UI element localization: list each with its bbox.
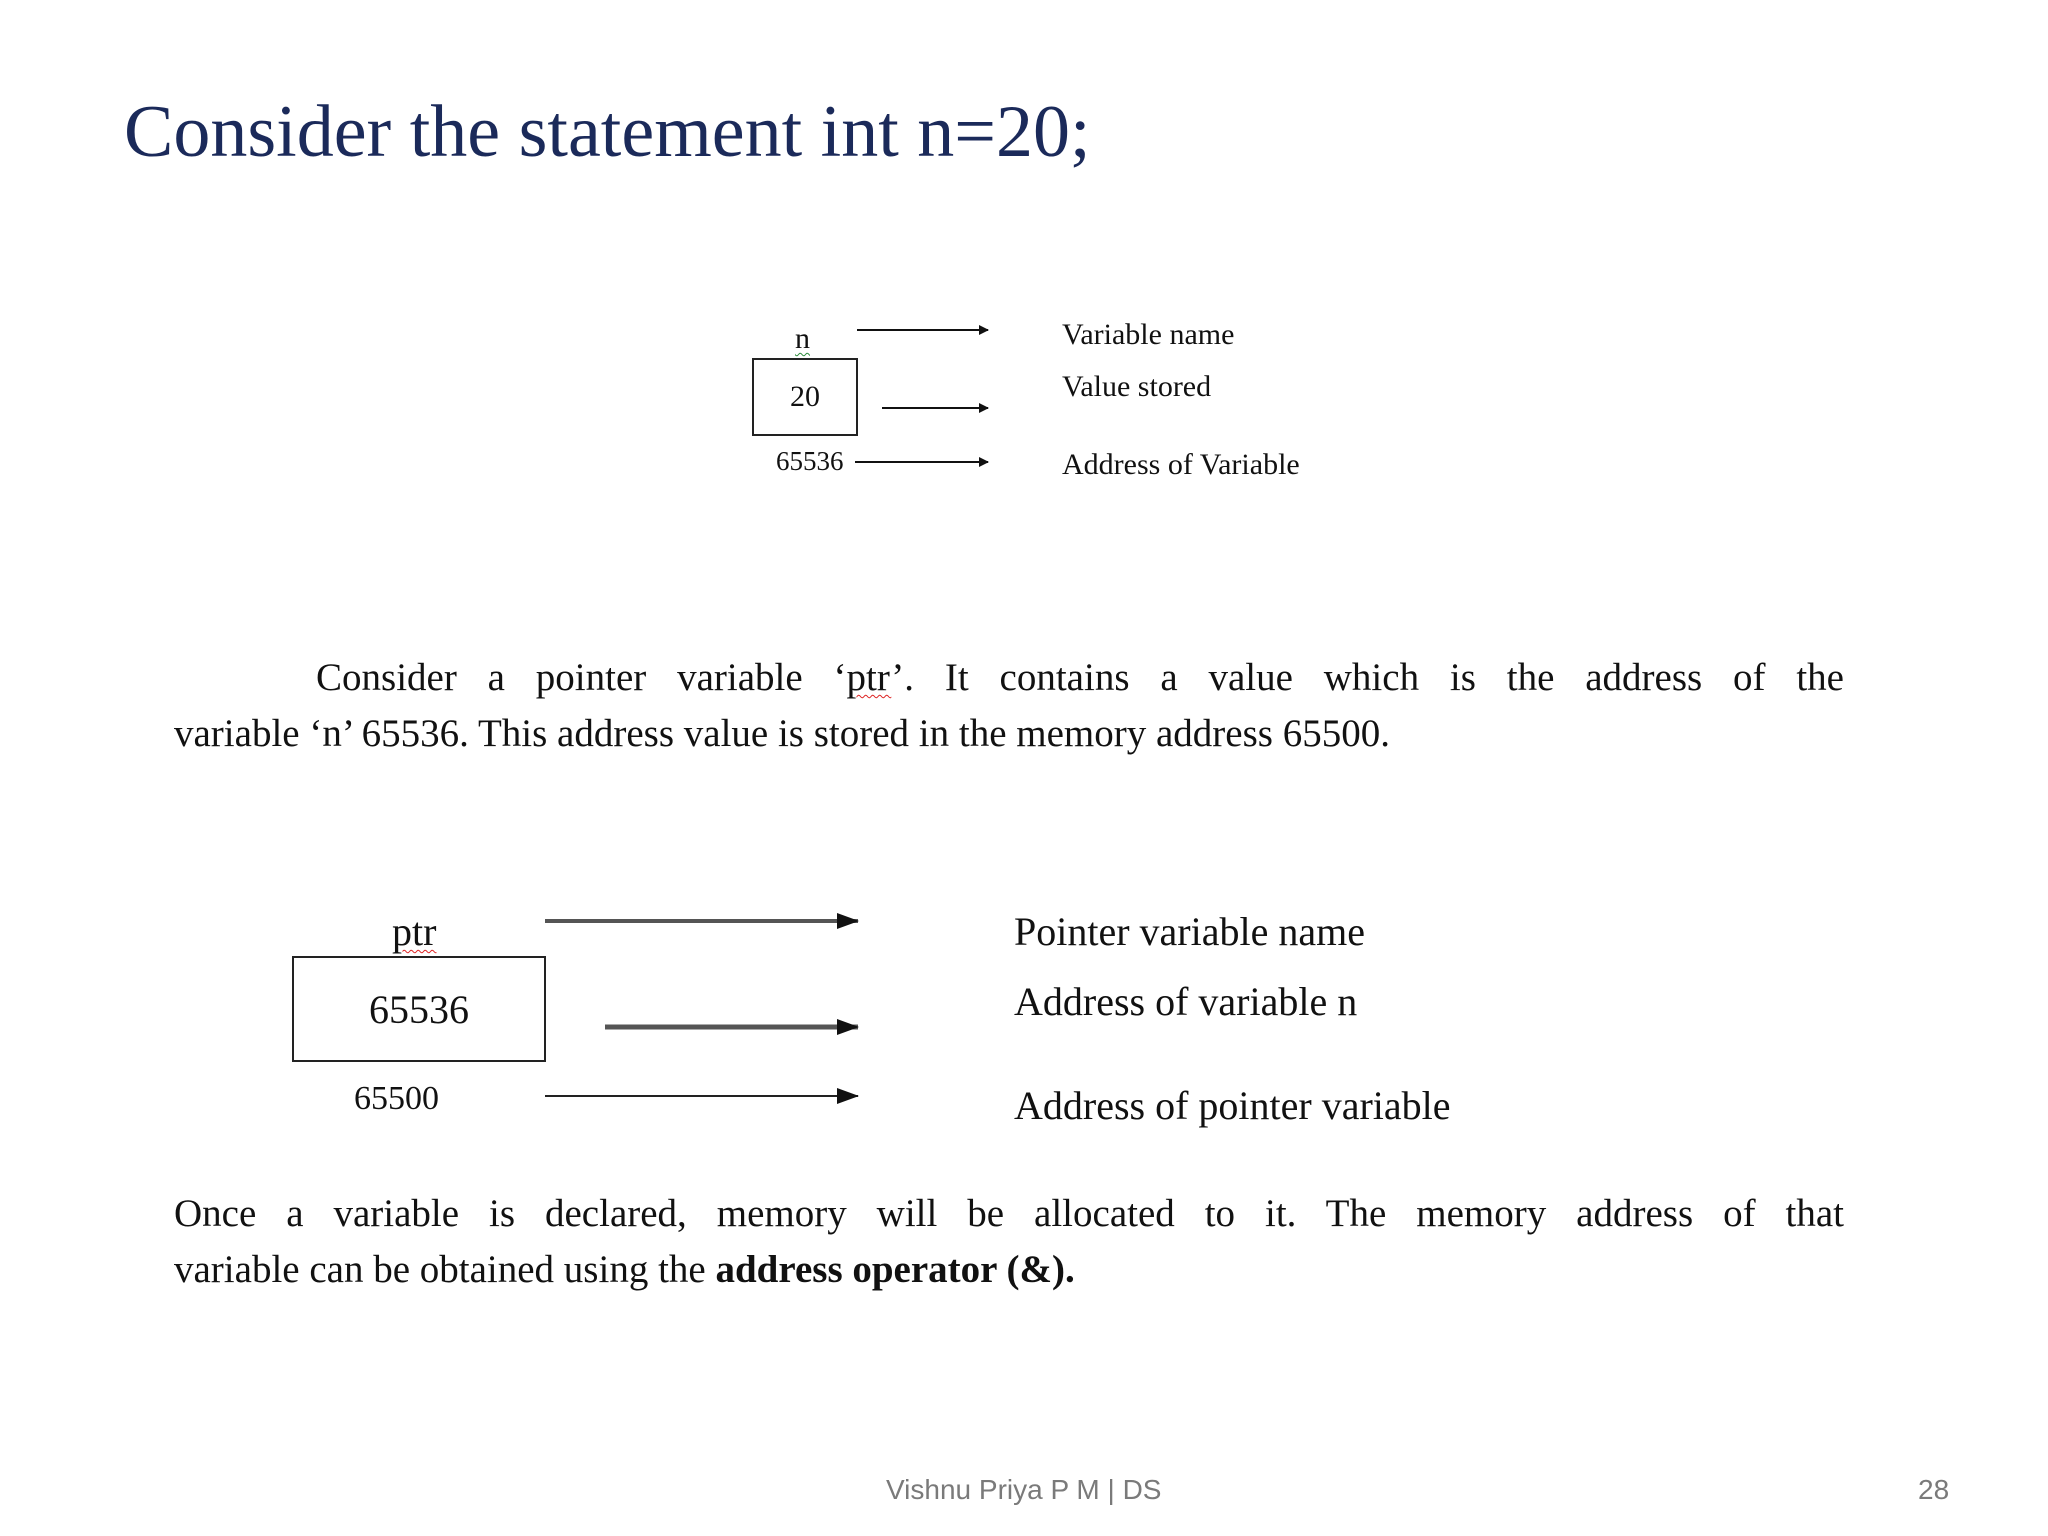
- paragraph1-text-b: ’. It contains a value which is the address of the: [891, 656, 1844, 699]
- paragraph2-line1: Once a variable is declared, memory will be allocated to it. The memory address of that: [174, 1192, 1844, 1235]
- paragraph1-line2: variable ‘n’ 65536. This address value is stored in the memory address 65500.: [174, 712, 1390, 755]
- paragraph2-line2: [174, 1242, 1844, 1298]
- diagram1-value-box: [752, 358, 858, 436]
- diagram2-address: 65500: [354, 1080, 439, 1117]
- diagram2-label-value: Address of variable n: [1014, 979, 1358, 1024]
- slide-title: Consider the statement int n=20;: [124, 91, 1091, 173]
- diagram2-label-address: Address of pointer variable: [1014, 1083, 1451, 1128]
- diagram1-address: 65536: [776, 446, 844, 476]
- paragraph1-text-a: Consider a pointer variable ‘: [316, 656, 847, 699]
- footer-author: Vishnu Priya P M | DS: [886, 1474, 1162, 1505]
- page-number: 28: [1918, 1474, 1950, 1505]
- paragraph-address-operator: [174, 1186, 1844, 1298]
- paragraph1-ptr: ptr: [846, 656, 892, 699]
- diagram2-value: 65536: [369, 986, 469, 1032]
- diagram1-var-name: n: [795, 322, 810, 355]
- paragraph1-line1: [174, 650, 1844, 706]
- diagram2-label-name: Pointer variable name: [1014, 909, 1365, 954]
- diagram1-label-address: Address of Variable: [1062, 448, 1300, 481]
- diagram2-value-box: [292, 956, 546, 1062]
- diagram1-label-value: Value stored: [1062, 370, 1212, 403]
- paragraph-pointer-intro: [174, 650, 1844, 762]
- diagram1-label-name: Variable name: [1062, 318, 1235, 351]
- diagram2-var-name: ptr: [392, 909, 437, 954]
- diagram1-value: 20: [790, 380, 820, 413]
- paragraph2-text-a: variable can be obtained using the: [174, 1248, 716, 1291]
- address-operator-bold: address operator (&).: [715, 1248, 1075, 1291]
